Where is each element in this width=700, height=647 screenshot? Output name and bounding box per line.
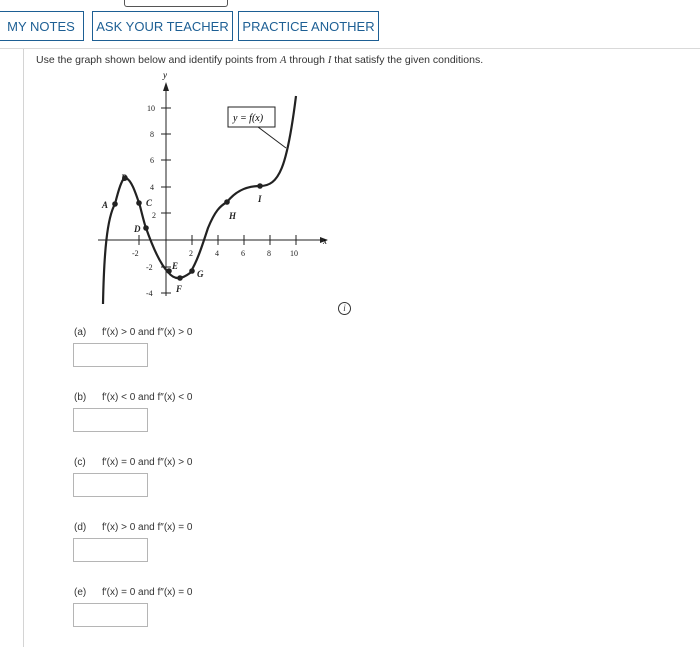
point-h-label: H (229, 211, 237, 221)
question-a-part: (a) (74, 327, 87, 338)
question-c-part: (c) (74, 457, 86, 468)
y-tick-neg4: -4 (146, 289, 153, 298)
question-b-condition: f′(x) < 0 and f″(x) < 0 (102, 392, 193, 403)
point-b-label: B (121, 173, 128, 183)
prompt-letter-a: A (279, 55, 287, 66)
previous-element-edge (124, 0, 228, 7)
answer-e-input[interactable] (73, 603, 148, 627)
y-tick-8: 8 (150, 130, 154, 139)
question-e-label (74, 587, 192, 598)
y-tick-6: 6 (150, 156, 154, 165)
question-prompt (36, 54, 483, 66)
point-e-label: E (172, 261, 179, 271)
my-notes-button[interactable]: MY NOTES (0, 11, 84, 41)
question-e-condition: f′(x) = 0 and f″(x) = 0 (102, 587, 193, 598)
info-icon[interactable]: i (338, 302, 351, 315)
question-b-part: (b) (74, 392, 87, 403)
question-c-label (74, 457, 192, 468)
point-f-marker (177, 275, 183, 281)
function-graph (88, 68, 338, 313)
question-d-part: (d) (74, 522, 87, 533)
point-c-marker (136, 200, 142, 206)
point-i-label: I (258, 194, 262, 204)
question-d-label (74, 522, 192, 533)
question-d-condition: f′(x) > 0 and f″(x) = 0 (102, 522, 193, 533)
question-a-label (74, 327, 192, 338)
point-e-marker (166, 268, 172, 274)
y-tick-2: 2 (152, 211, 156, 220)
ask-your-teacher-button[interactable]: ASK YOUR TEACHER (92, 11, 233, 41)
y-axis-label: y (163, 70, 167, 80)
prompt-letter-i: I (327, 55, 332, 66)
point-a-marker (112, 201, 118, 207)
point-i-marker (257, 183, 263, 189)
prompt-text-3: that satisfy the given conditions. (331, 54, 484, 66)
x-axis-label: x (323, 236, 327, 246)
practice-another-button[interactable]: PRACTICE ANOTHER (238, 11, 379, 41)
x-tick-10: 10 (290, 249, 298, 258)
content-left-border (23, 49, 24, 647)
prompt-text-1: Use the graph shown below and identify points from (36, 54, 280, 66)
question-b-label (74, 392, 192, 403)
point-d-label: D (134, 224, 141, 234)
y-tick-4: 4 (150, 183, 154, 192)
x-tick-4: 4 (215, 249, 219, 258)
y-axis-arrow (163, 82, 169, 91)
function-label-pointer (258, 127, 286, 148)
point-g-marker (189, 268, 195, 274)
point-d-marker (143, 225, 149, 231)
answer-d-input[interactable] (73, 538, 148, 562)
question-e-part: (e) (74, 587, 87, 598)
y-tick-10: 10 (147, 104, 155, 113)
point-g-label: G (197, 269, 204, 279)
point-a-label: A (102, 200, 109, 210)
question-a-condition: f′(x) > 0 and f″(x) > 0 (102, 327, 193, 338)
y-tick-neg2: -2 (146, 263, 153, 272)
function-label: y = f(x) (233, 113, 264, 124)
answer-c-input[interactable] (73, 473, 148, 497)
point-c-label: C (146, 198, 153, 208)
point-f-label: F (176, 284, 183, 294)
point-h-marker (224, 199, 230, 205)
prompt-text-2: through (286, 54, 328, 66)
x-tick-6: 6 (241, 249, 245, 258)
x-tick-8: 8 (267, 249, 271, 258)
answer-a-input[interactable] (73, 343, 148, 367)
answer-b-input[interactable] (73, 408, 148, 432)
question-c-condition: f′(x) = 0 and f″(x) > 0 (102, 457, 193, 468)
x-tick-2: 2 (189, 249, 193, 258)
x-tick-neg2: -2 (132, 249, 139, 258)
